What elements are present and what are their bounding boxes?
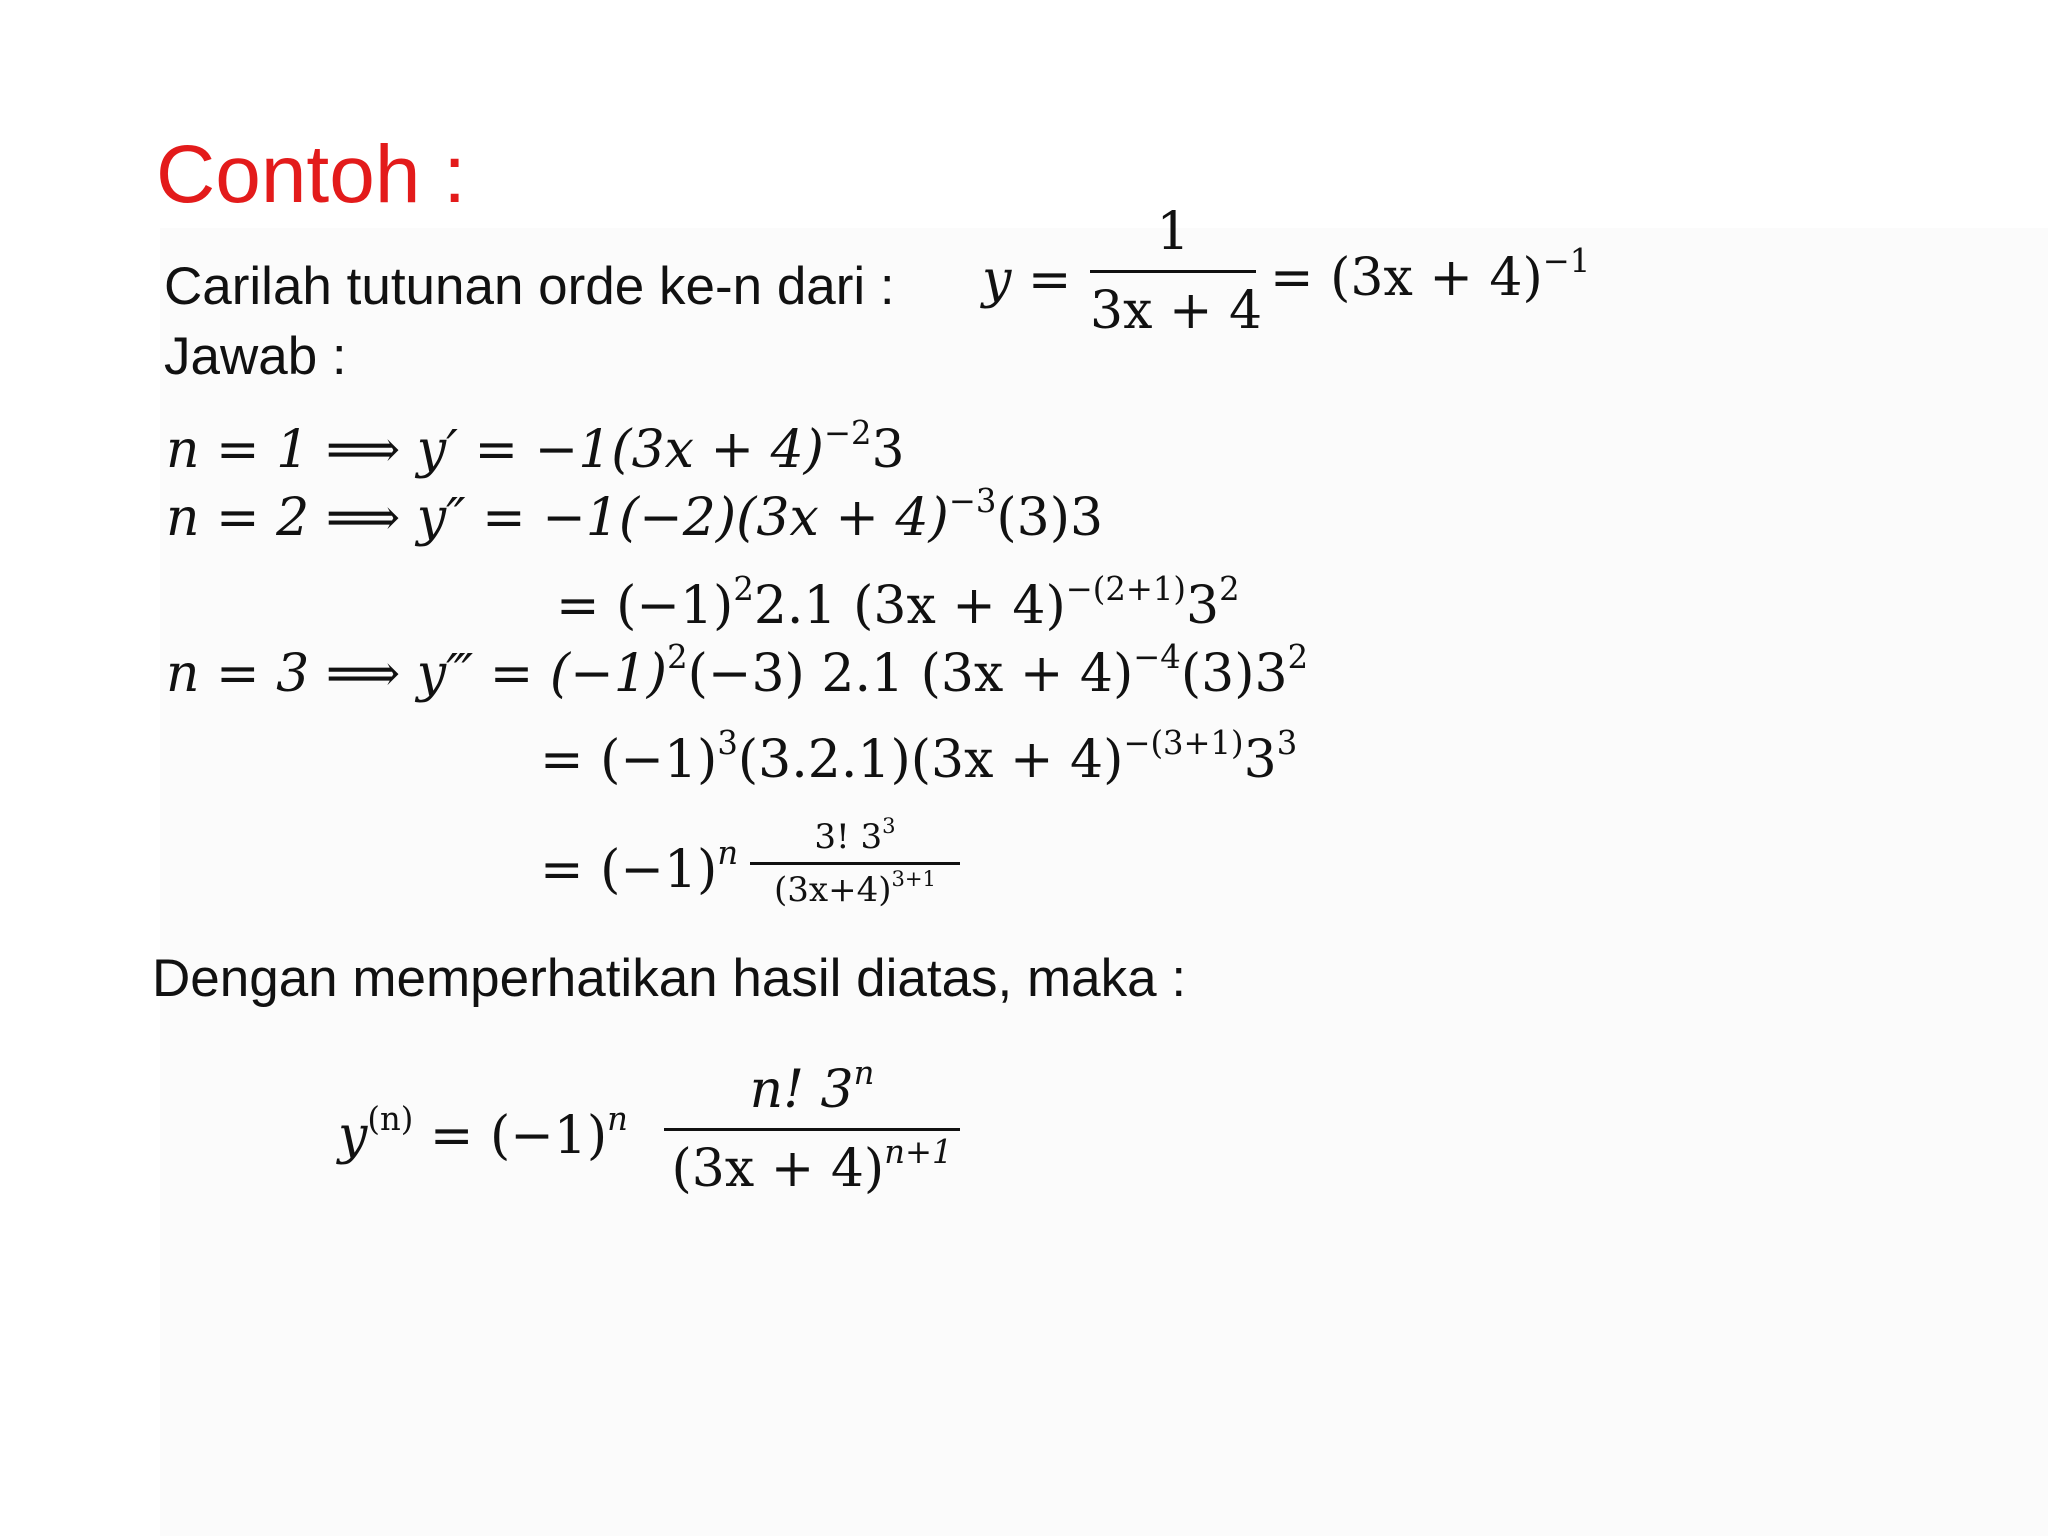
question-lhs: y = (982, 250, 1072, 310)
slide-title: Contoh : (156, 129, 466, 220)
step-n2: n = 2 ⟹ $y'' = -1(-2)(3x + 4)^{-3}(3)3$ (166, 481, 1104, 548)
step-n2-simplified: = $(-1)^22.1$ $(3x + 4)^{-(2+1)}3^2$ (556, 569, 1240, 636)
question-denominator: 3x + 4 (1090, 281, 1263, 341)
question-text: Carilah tutunan orde ke-n dari : (164, 257, 895, 316)
conclusion-text: Dengan memperhatikan hasil diatas, maka : (152, 949, 1187, 1008)
step-n3-simplified: = $(-1)^3(3.2.1)(3x + 4)^{-(3+1)}3^3$ (540, 723, 1298, 790)
step-n3-general-prefix: = $(-1)^n$ (540, 833, 739, 900)
final-formula-fraction (664, 1053, 960, 1199)
step-n1: n = 1 ⟹ $y' = -1(3x + 4)^{-2}3$ (166, 413, 905, 480)
final-numerator: n! 3$^n$ (749, 1053, 875, 1120)
final-denominator: $(3x + 4)^{n+1}$ (671, 1132, 953, 1199)
question-fraction (1090, 202, 1263, 341)
question-rhs: = $(3x + 4)^{-1}$ (1270, 241, 1591, 308)
step-n3: n = 3 ⟹ y‴ = $(-1)^2(-3)$ 2.1 $(3x + 4)^{-4}(3)3^2$ (166, 637, 1309, 704)
answer-label: Jawab : (164, 327, 347, 386)
final-formula-lhs: $y^{(n)} = (-1)^n$ (338, 1099, 628, 1166)
step-n3-denominator: $(3x+4)^{3+1}$ (774, 865, 936, 910)
step-n3-general-fraction (750, 812, 960, 910)
step-n3-numerator: 3! $3^3$ (814, 812, 896, 857)
question-numerator: 1 (1156, 202, 1190, 262)
